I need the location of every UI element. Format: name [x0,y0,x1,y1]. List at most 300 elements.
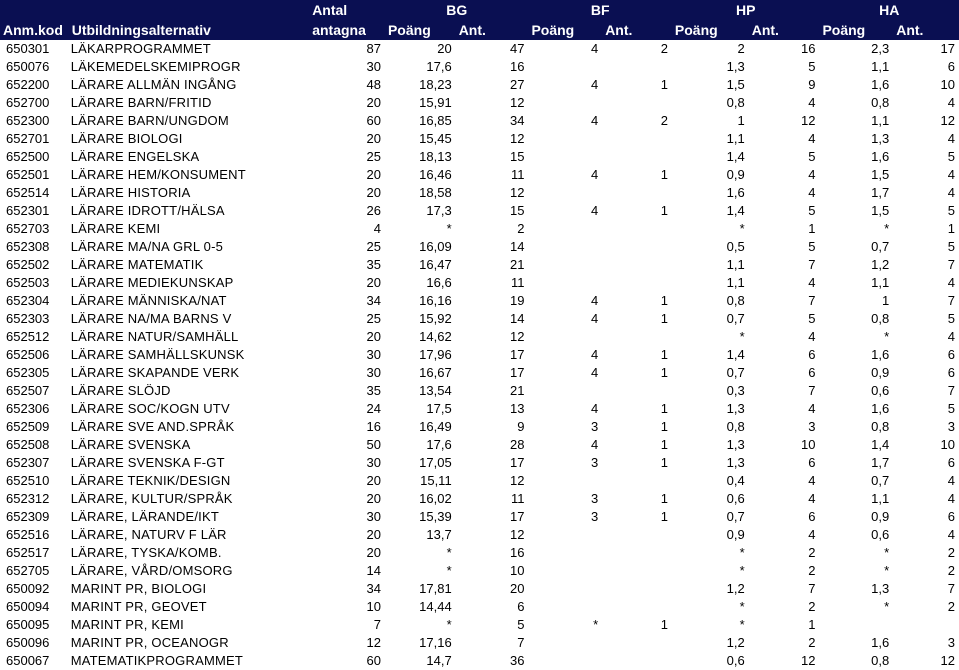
cell-bf-ant: 1 [660,401,668,416]
cell-program: LÄRARE BARN/FRITID [70,95,212,110]
cell-antagna: 34 [366,581,381,596]
table-row [0,652,959,670]
header-bf-poang: Poäng [528,20,602,40]
cell-bf-ant [602,634,672,652]
cell-hp-poang: 1,3 [726,401,745,416]
table-row [0,220,959,238]
cell-bf-ant: 1 [660,617,668,632]
cell-antagna: 30 [366,347,381,362]
cell-bg-poang: 17,6 [426,437,452,452]
cell-bg-ant: 28 [509,437,525,452]
cell-code: 652301 [6,203,50,218]
cell-ha-poang: * [884,329,890,344]
cell-code: 652700 [6,95,50,110]
cell-bg-poang: 17,05 [419,455,452,470]
cell-ha-ant: 5 [947,239,955,254]
table-row [0,58,959,76]
cell-code: 652307 [6,455,50,470]
header-group-hp: HP [672,0,820,20]
cell-hp-ant: 4 [808,167,816,182]
cell-program: LÄRARE, LÄRANDE/IKT [70,509,219,524]
header-bf-ant: Ant. [602,20,672,40]
cell-antagna: 20 [366,527,381,542]
cell-bg-ant: 12 [509,527,525,542]
cell-ha-poang: 1,2 [871,257,890,272]
cell-hp-poang: 0,8 [726,293,745,308]
cell-antagna: 87 [366,41,381,56]
cell-hp-ant: 3 [808,419,816,434]
header-group-bg: BG [385,0,528,20]
cell-ha-poang: 1 [881,293,890,308]
cell-bg-poang: 17,6 [426,59,452,74]
header-blank [0,0,69,20]
cell-ha-ant: 7 [947,581,955,596]
cell-bf-ant [602,256,672,274]
table-row [0,292,959,310]
cell-ha-poang: 1,6 [871,347,890,362]
cell-hp-poang: 1,4 [726,203,745,218]
cell-ha-ant: 6 [947,509,955,524]
cell-bg-poang: 15,91 [419,95,452,110]
cell-hp-poang: 1,1 [726,257,745,272]
cell-hp-poang: 0,5 [726,239,745,254]
header-antagna: antagna [309,20,385,40]
header-ha-ant: Ant. [893,20,959,40]
cell-ha-poang: 2,3 [871,41,890,56]
cell-bf-poang [528,526,602,544]
cell-program: LÄRARE SVENSKA [70,437,191,452]
cell-bf-ant [602,220,672,238]
cell-bg-ant: 21 [509,383,525,398]
cell-program: LÄKARPROGRAMMET [70,41,211,56]
cell-bg-ant: 15 [509,203,525,218]
cell-bf-poang [528,652,602,670]
cell-ha-ant: 2 [947,545,955,560]
cell-ha-poang: 1,5 [871,167,890,182]
header-hp-poang: Poäng [672,20,749,40]
cell-antagna: 10 [366,599,381,614]
cell-bf-ant [602,130,672,148]
cell-hp-poang: 0,9 [726,527,745,542]
cell-hp-poang: 1,3 [726,437,745,452]
cell-hp-ant: 5 [808,59,816,74]
cell-ha-poang: 1,6 [871,149,890,164]
cell-code: 652506 [6,347,50,362]
cell-ha-ant: 4 [947,491,955,506]
cell-ha-ant: 12 [940,113,955,128]
cell-bg-poang: 17,96 [419,347,452,362]
cell-ha-ant: 17 [940,41,955,56]
table-row [0,544,959,562]
cell-ha-ant: 4 [947,131,955,146]
cell-bf-poang [528,562,602,580]
cell-code: 652308 [6,239,50,254]
cell-bg-poang: 17,81 [419,581,452,596]
cell-bg-poang: * [446,545,452,560]
cell-program: LÄRARE ENGELSKA [70,149,200,164]
cell-bf-ant: 1 [660,419,668,434]
cell-bf-poang: 4 [590,311,599,326]
cell-ha-ant: 6 [947,365,955,380]
table-row [0,202,959,220]
cell-bf-ant [602,184,672,202]
cell-hp-poang: 0,8 [726,419,745,434]
header-row-columns [0,20,959,40]
cell-bg-ant: 13 [509,401,525,416]
header-ha-poang: Poäng [819,20,893,40]
cell-bg-poang: 13,54 [419,383,452,398]
cell-code: 652305 [6,365,50,380]
cell-antagna: 20 [366,95,381,110]
table-row [0,562,959,580]
table-row [0,130,959,148]
cell-bf-poang [528,220,602,238]
cell-code: 652510 [6,473,50,488]
cell-antagna: 25 [366,311,381,326]
cell-program: LÄRARE, NATURV F LÄR [70,527,227,542]
cell-program: LÄRARE, TYSKA/KOMB. [70,545,222,560]
cell-bg-poang: 16,09 [419,239,452,254]
cell-bg-ant: 12 [509,131,525,146]
cell-bf-ant: 2 [660,41,668,56]
cell-ha-poang: 1,1 [871,113,890,128]
cell-ha-ant: 10 [940,77,955,92]
cell-bg-ant: 17 [509,365,525,380]
cell-antagna: 7 [373,617,381,632]
cell-ha-ant: 4 [947,329,955,344]
cell-bf-poang [528,634,602,652]
cell-bf-ant [602,148,672,166]
cell-hp-ant: 7 [808,383,816,398]
cell-bg-ant: 16 [509,545,525,560]
cell-bf-poang: 4 [590,365,599,380]
header-antal: Antal [309,0,385,20]
cell-hp-ant: 2 [808,545,816,560]
cell-bf-poang: 4 [590,347,599,362]
cell-antagna: 4 [373,221,381,236]
cell-hp-poang: 2 [737,41,745,56]
header-bg-ant: Ant. [456,20,529,40]
cell-hp-ant: 7 [808,581,816,596]
table-row [0,454,959,472]
cell-bg-poang: 16,16 [419,293,452,308]
header-row-groups [0,0,959,20]
cell-code: 652701 [6,131,50,146]
cell-bf-ant [602,544,672,562]
cell-bf-ant [602,274,672,292]
cell-program: LÄRARE ALLMÄN INGÅNG [70,77,237,92]
cell-hp-poang: * [739,329,745,344]
cell-program: LÄRARE NATUR/SAMHÄLL [70,329,239,344]
cell-hp-poang: 1,3 [726,455,745,470]
cell-ha-ant: 1 [947,221,955,236]
cell-code: 652507 [6,383,50,398]
cell-bg-poang: 17,3 [426,203,452,218]
cell-program: LÄRARE MEDIEKUNSKAP [70,275,234,290]
cell-hp-ant: 1 [808,221,816,236]
table-row [0,256,959,274]
cell-hp-poang: 1,2 [726,635,745,650]
cell-bg-poang: 14,7 [426,653,452,668]
cell-bf-poang [528,58,602,76]
table-row [0,310,959,328]
cell-hp-ant: 9 [808,77,816,92]
cell-antagna: 30 [366,509,381,524]
cell-hp-poang: 1,1 [726,131,745,146]
cell-bf-ant [602,238,672,256]
cell-ha-poang: 1,1 [871,275,890,290]
cell-bg-ant: 2 [517,221,525,236]
cell-bf-ant: 1 [660,437,668,452]
cell-program: LÄRARE, VÅRD/OMSORG [70,563,233,578]
header-group-ha: HA [819,0,959,20]
cell-bg-poang: 16,47 [419,257,452,272]
cell-hp-poang: * [739,545,745,560]
cell-bf-ant [602,58,672,76]
cell-bf-poang [528,598,602,616]
cell-antagna: 30 [366,365,381,380]
cell-bg-poang: 14,44 [419,599,452,614]
table-row [0,274,959,292]
cell-program: LÄRARE MATEMATIK [70,257,204,272]
cell-bf-poang: 4 [590,203,599,218]
cell-bf-ant [602,328,672,346]
cell-hp-poang: * [739,563,745,578]
cell-bf-poang: 4 [590,437,599,452]
cell-code: 652503 [6,275,50,290]
cell-hp-poang: 1,3 [726,59,745,74]
cell-ha-ant: 4 [947,167,955,182]
cell-bf-ant: 1 [660,167,668,182]
cell-bf-ant [602,580,672,598]
cell-bf-poang [528,130,602,148]
cell-bg-ant: 11 [510,167,525,182]
cell-bf-poang: 4 [590,167,599,182]
cell-code: 652502 [6,257,50,272]
cell-bg-poang: 15,39 [419,509,452,524]
cell-program: LÄRARE NA/MA BARNS V [70,311,232,326]
cell-code: 650096 [6,635,50,650]
cell-code: 652501 [6,167,50,182]
cell-bg-poang: 15,11 [420,473,452,488]
cell-bf-poang [528,580,602,598]
cell-program: MARINT PR, GEOVET [70,599,207,614]
cell-bf-ant: 1 [660,509,668,524]
cell-ha-poang: 0,6 [871,527,890,542]
cell-antagna: 30 [366,455,381,470]
cell-hp-ant: 5 [808,203,816,218]
cell-code: 652309 [6,509,50,524]
cell-program: LÄRARE SOC/KOGN UTV [70,401,230,416]
cell-bg-poang: 16,46 [419,167,452,182]
cell-antagna: 20 [366,473,381,488]
cell-antagna: 25 [366,239,381,254]
cell-program: LÄKEMEDELSKEMIPROGR [70,59,241,74]
table-row [0,328,959,346]
cell-ha-poang: 1,1 [871,59,890,74]
cell-hp-poang: 0,3 [726,383,745,398]
cell-hp-poang: 0,6 [726,491,745,506]
cell-antagna: 20 [366,491,381,506]
cell-bf-ant [602,598,672,616]
cell-hp-ant: 16 [800,41,816,56]
cell-ha-ant: 2 [947,563,955,578]
cell-hp-poang: 0,7 [726,365,745,380]
cell-ha-poang: 1,7 [871,455,890,470]
cell-ha-ant: 10 [940,437,955,452]
cell-bg-ant: 5 [517,617,525,632]
cell-bg-poang: 16,6 [426,275,452,290]
cell-antagna: 20 [366,185,381,200]
cell-program: MATEMATIKPROGRAMMET [70,653,244,668]
cell-bf-ant [602,652,672,670]
cell-antagna: 20 [366,545,381,560]
table-row [0,364,959,382]
cell-antagna: 20 [366,131,381,146]
cell-hp-poang: 1,4 [726,347,745,362]
cell-hp-poang: * [739,599,745,614]
cell-ha-poang: 0,8 [871,653,890,668]
cell-bg-ant: 12 [509,473,525,488]
header-name: Utbildningsalternativ [69,20,309,40]
cell-ha-ant: 7 [947,383,955,398]
table-row [0,436,959,454]
cell-bg-poang: * [446,617,452,632]
cell-bg-ant: 27 [509,77,525,92]
cell-ha-poang: 1,1 [871,491,890,506]
cell-ha-ant: 5 [947,203,955,218]
cell-ha-ant: 4 [947,275,955,290]
cell-ha-poang: 0,8 [871,311,890,326]
cell-code: 650076 [6,59,50,74]
cell-code: 652514 [6,185,50,200]
cell-bg-poang: 16,67 [419,365,452,380]
cell-bf-poang [528,238,602,256]
cell-bf-poang [528,148,602,166]
cell-ha-ant: 6 [947,347,955,362]
cell-program: LÄRARE SVE AND.SPRÅK [70,419,235,434]
cell-bf-ant: 1 [660,347,668,362]
cell-ha-ant: 5 [947,311,955,326]
cell-bg-ant: 21 [509,257,525,272]
cell-bg-ant: 17 [509,347,525,362]
cell-code: 650067 [6,653,50,668]
table-row [0,598,959,616]
cell-bg-poang: 16,85 [419,113,452,128]
cell-bf-ant [602,472,672,490]
cell-hp-ant: 6 [808,509,816,524]
table-row [0,148,959,166]
cell-code: 652500 [6,149,50,164]
cell-bg-ant: 7 [517,635,525,650]
cell-bf-ant [602,94,672,112]
cell-antagna: 16 [366,419,381,434]
cell-hp-poang: 1,4 [726,149,745,164]
cell-bg-ant: 11 [510,491,525,506]
cell-code: 652703 [6,221,50,236]
cell-hp-ant: 12 [800,653,816,668]
cell-antagna: 60 [366,653,381,668]
cell-bg-ant: 10 [509,563,525,578]
cell-bf-poang [528,184,602,202]
cell-ha-poang: 1,6 [871,401,890,416]
cell-bg-poang: 18,23 [419,77,452,92]
cell-bf-ant: 1 [660,203,668,218]
cell-ha-poang: 0,9 [871,509,890,524]
table-row [0,634,959,652]
cell-bg-ant: 17 [509,455,525,470]
cell-ha-poang: 0,9 [871,365,890,380]
cell-ha-poang: * [884,599,890,614]
cell-ha-poang: * [884,545,890,560]
cell-bf-ant: 1 [660,491,668,506]
cell-antagna: 48 [366,77,381,92]
cell-program: LÄRARE IDROTT/HÄLSA [70,203,225,218]
cell-hp-ant: 6 [808,347,816,362]
header-bg-poang: Poäng [385,20,456,40]
cell-ha-poang: 1,3 [871,131,890,146]
cell-bf-poang: 4 [590,401,599,416]
cell-hp-poang: 0,9 [726,167,745,182]
cell-hp-poang: 0,4 [726,473,745,488]
cell-hp-ant: 7 [808,293,816,308]
cell-ha-poang [819,616,893,634]
cell-ha-ant: 5 [947,401,955,416]
cell-bf-poang: 3 [590,419,599,434]
table-row [0,616,959,634]
cell-bg-poang: 16,49 [419,419,452,434]
cell-bg-ant: 47 [509,41,525,56]
cell-code: 650094 [6,599,50,614]
cell-bg-poang: 18,13 [419,149,452,164]
cell-bg-ant: 17 [509,509,525,524]
cell-ha-poang: * [884,221,890,236]
cell-program: LÄRARE KEMI [70,221,161,236]
cell-hp-ant: 5 [808,311,816,326]
cell-ha-poang: 1,6 [871,77,890,92]
cell-bf-ant: 1 [660,455,668,470]
cell-program: LÄRARE MA/NA GRL 0-5 [70,239,224,254]
cell-ha-ant: 4 [947,95,955,110]
cell-bf-poang [528,256,602,274]
cell-antagna: 20 [366,275,381,290]
cell-hp-ant: 4 [808,527,816,542]
cell-hp-poang: 0,7 [726,509,745,524]
cell-hp-ant: 4 [808,131,816,146]
cell-program: MARINT PR, KEMI [70,617,184,632]
cell-bf-ant [602,562,672,580]
cell-bf-ant [602,382,672,400]
cell-antagna: 30 [366,59,381,74]
table-row [0,382,959,400]
cell-hp-ant: 4 [808,491,816,506]
table-row [0,418,959,436]
cell-code: 652300 [6,113,50,128]
table-row [0,94,959,112]
cell-program: LÄRARE MÄNNISKA/NAT [70,293,227,308]
cell-bg-ant: 14 [509,239,525,254]
cell-code: 652312 [6,491,50,506]
cell-antagna: 20 [366,329,381,344]
cell-bg-ant: 12 [509,185,525,200]
header-hp-ant: Ant. [749,20,820,40]
cell-bg-poang: 15,45 [419,131,452,146]
cell-ha-poang: * [884,563,890,578]
cell-bf-ant: 1 [660,77,668,92]
cell-bg-ant: 14 [509,311,525,326]
cell-hp-ant: 2 [808,599,816,614]
header-group-bf: BF [528,0,671,20]
